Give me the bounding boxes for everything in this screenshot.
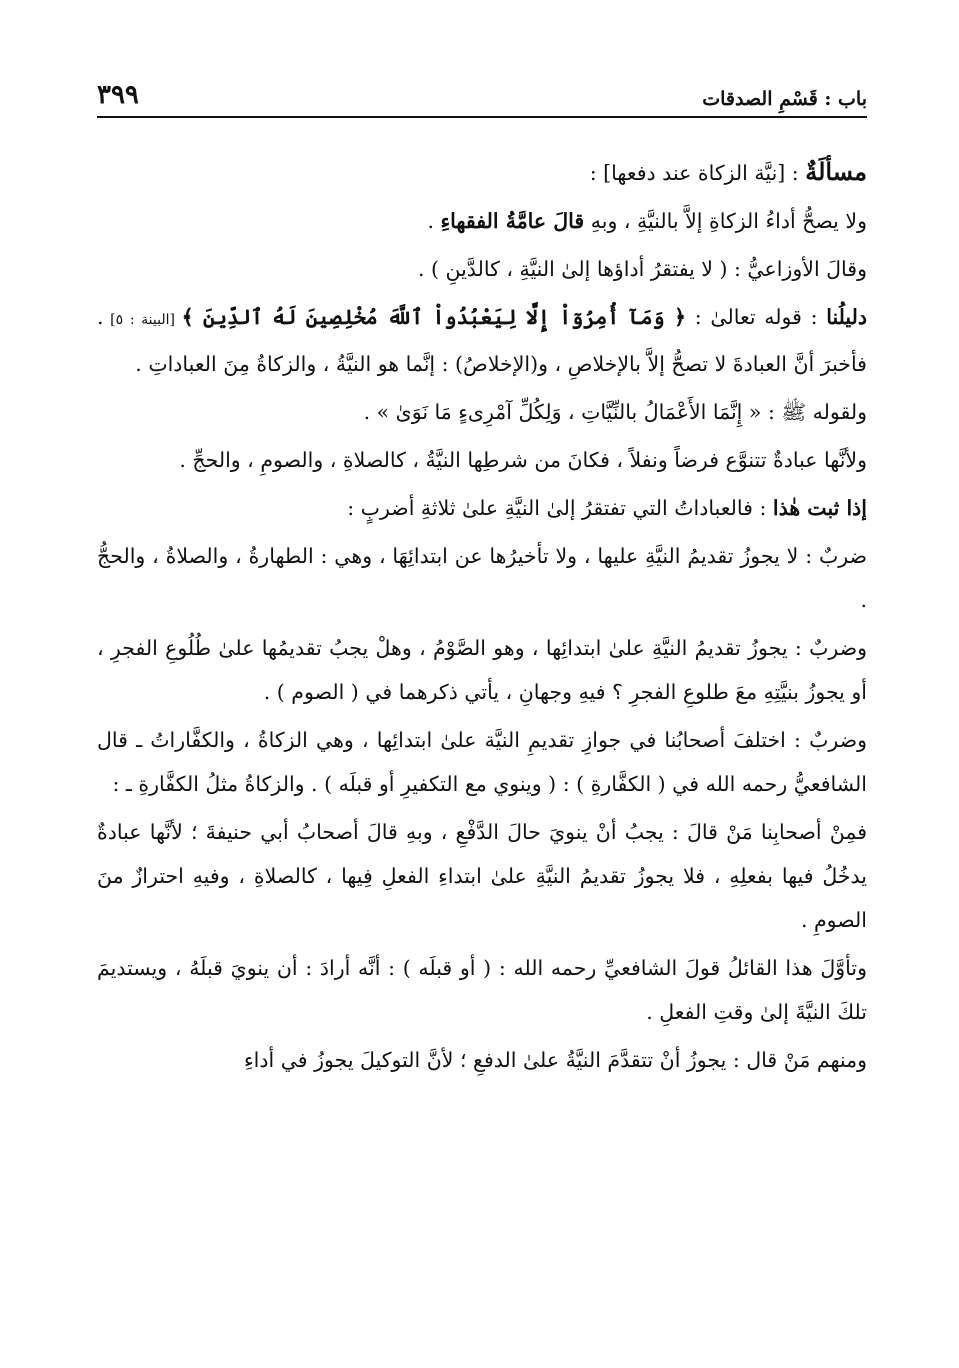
paragraph: ولقوله ﷺ : « إِنَّمَا الأَعْمَالُ بالنِّيَّاتِ ، وَلِكُلِّ آمْرِىءٍ مَا نَوَىٰ » . — [363, 400, 867, 424]
lead-word: إذا ثبت هٰذا — [772, 496, 867, 520]
paragraph: فمِنْ أصحابِنا مَنْ قالَ : يجبُ أنْ ينويَ حالَ الدَّفْعِ ، وبهِ قالَ أصحابُ أبي حنيفةَ ؛ لأنَّها عبادةٌ يدخُلُ فيها بفعلِهِ ، فلا يجوزُ تقديمُ النيَّةِ علىٰ ابتداءِ الفعلِ فِيها ، كالصلاةِ ، وفيهِ احترازٌ منَ الصومِ . — [97, 820, 867, 932]
text: ولا يصحُّ أداءُ الزكاةِ إلاَّ بالنيَّةِ ، وبهِ — [584, 209, 867, 233]
paragraph: وضربٌ : يجوزُ تقديمُ النيَّةِ علىٰ ابتدائِها ، وهو الصَّوْمُ ، وهلْ يجبُ تقديمُها علىٰ طُلُوعِ الفجرِ ، أو يجوزُ بنيَّتِهِ معَ طلوعِ الفجرِ ؟ فيهِ وجهانِ ، يأتي ذكرهما في ( الصوم ) . — [97, 636, 867, 704]
paragraph — [97, 486, 867, 530]
page-header — [97, 78, 867, 118]
paragraph: وضربٌ : اختلفَ أصحابُنا في جوازِ تقديمِ النيَّة علىٰ ابتدائِها ، وهي الزكاةُ ، والكفَّاراتُ ـ قال الشافعيُّ رحمه الله في ( الكفَّارةِ ) : ( وينوي مع التكفيرِ أو قبلَه ) . والزكاةُ مثلُ الكفَّارةِ ـ : — [97, 728, 867, 796]
running-title: باب : قَسْمِ الصدقات — [702, 88, 867, 110]
paragraph: ومنهم مَنْ قال : يجوزُ أنْ تتقدَّمَ النيَّةُ علىٰ الدفعِ ؛ لأنَّ التوكيلَ يجوزُ في أداءِ — [244, 1048, 867, 1072]
issue-colon: : — [785, 161, 806, 185]
lead-word: دليلُنا — [826, 305, 867, 329]
paragraph — [97, 199, 867, 243]
emphasis: قالَ عامَّةُ الفقهاءِ — [440, 209, 585, 233]
text: . — [427, 209, 441, 233]
issue-subject: [نيَّة الزكاة عند دفعها] : — [589, 161, 786, 185]
paragraph: وقالَ الأوزاعيُّ : ( لا يفتقرُ أداؤها إلىٰ النيَّةِ ، كالدَّينِ ) . — [417, 257, 867, 281]
text: : فالعباداتُ التي تفتقرُ إلىٰ النيَّةِ علىٰ ثلاثةِ أضربٍ : — [347, 496, 773, 520]
paragraph: وتأوَّلَ هذا القائلُ قولَ الشافعيِّ رحمه الله : ( أو قبلَه ) : أنَّه أرادَ : أن ينويَ قبلَهُ ، ويستديمَ تلكَ النيَّةَ إلىٰ وقتِ الفعلِ . — [97, 956, 867, 1024]
issue-label: مسألَةٌ — [805, 157, 867, 186]
page-body — [97, 150, 867, 1082]
text: . فأخبرَ أنَّ العبادةَ لا تصحُّ إلاَّ بالإخلاصِ ، و(الإخلاصُ) : إنَّما هو النيَّةُ ، والزكاةُ مِنَ العباداتِ . — [97, 305, 867, 376]
paragraph: ضربٌ : لا يجوزُ تقديمُ النيَّةِ عليها ، ولا تأخيرُها عن ابتدائِهَا ، وهي : الطهارةُ ، والصلاةُ ، والحجُّ . — [97, 544, 867, 612]
text: : قوله تعالىٰ : — [686, 305, 827, 329]
paragraph: ولأنَّها عبادةٌ تتنوَّع فرضاً ونفلاً ، فكانَ من شرطِها النيَّةُ ، كالصلاةِ ، والصومِ ، والحجِّ . — [179, 448, 867, 472]
page-number: ٣٩٩ — [97, 80, 139, 110]
quran-verse: ﴿ وَمَآ أُمِرُوٓاْ إِلَّا لِيَعْبُدُواْ ٱللَّهَ مُخْلِصِينَ لَهُ ٱلدِّينَ ﴾ — [181, 305, 687, 329]
verse-reference: [البينة : ٥] — [103, 312, 182, 328]
paragraph — [97, 295, 867, 386]
issue-heading — [97, 150, 867, 195]
